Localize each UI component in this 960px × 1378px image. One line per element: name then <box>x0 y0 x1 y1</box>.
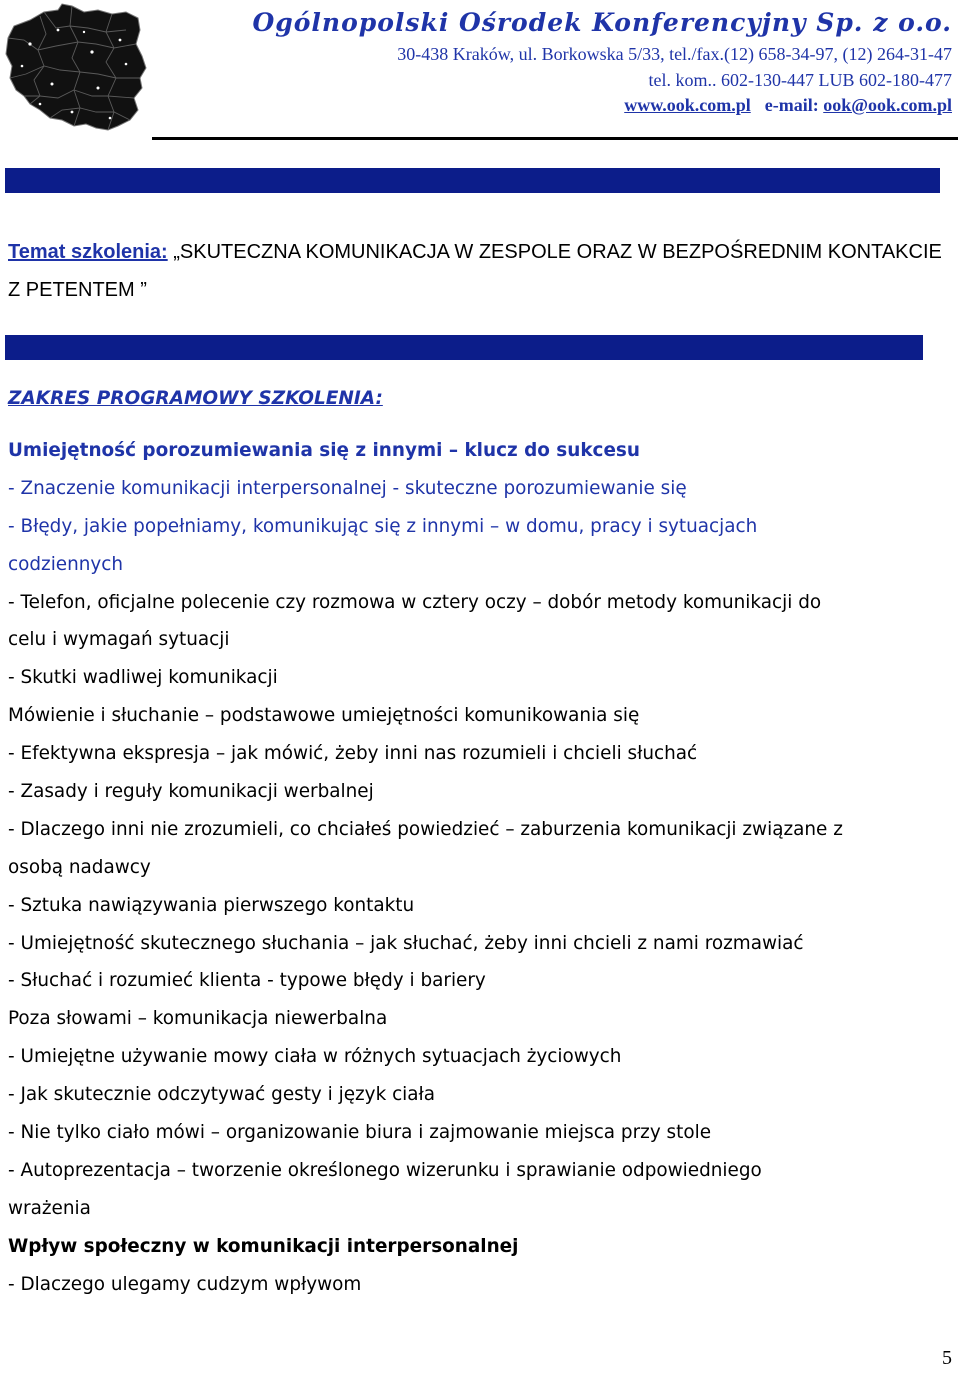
program-item: wrażenia <box>8 1197 91 1219</box>
topic-label: Temat szkolenia: <box>8 241 168 263</box>
program-heading: ZAKRES PROGRAMOWY SZKOLENIA: <box>8 388 383 409</box>
program-item: - Jak skutecznie odczytywać gesty i język ciała <box>8 1084 436 1106</box>
program-item: - Dlaczego ulegamy cudzym wpływom <box>8 1273 362 1295</box>
page-number: 5 <box>942 1347 952 1369</box>
program-item: - Dlaczego inni nie zrozumieli, co chciałeś powiedzieć – zaburzenia komunikacji związane z <box>8 818 843 840</box>
address-line: 30-438 Kraków, ul. Borkowska 5/33, tel./fax.(12) 658-34-97, (12) 264-31-47 <box>397 44 952 64</box>
decorative-band-middle <box>5 335 923 360</box>
program-item: - Sztuka nawiązywania pierwszego kontaktu <box>8 894 415 916</box>
program-item: - Znaczenie komunikacji interpersonalnej - skuteczne porozumiewanie się <box>8 477 687 499</box>
email-label: e-mail: <box>764 95 819 115</box>
program-item: codziennych <box>8 553 124 575</box>
mobile-phone-line: tel. kom.. 602-130-447 LUB 602-180-477 <box>648 70 952 90</box>
web-contact-line <box>624 95 952 116</box>
website-link[interactable]: www.ook.com.pl <box>624 95 751 115</box>
program-item: - Umiejętność skutecznego słuchania – jak słuchać, żeby inni chcieli z nami rozmawiać <box>8 932 804 954</box>
program-item: - Nie tylko ciało mówi – organizowanie biura i zajmowanie miejsca przy stole <box>8 1122 712 1144</box>
program-item: osobą nadawcy <box>8 856 151 878</box>
section-heading: Mówienie i słuchanie – podstawowe umiejętności komunikowania się <box>8 705 640 727</box>
header-divider <box>152 137 958 140</box>
program-item: - Skutki wadliwej komunikacji <box>8 667 278 689</box>
training-topic <box>8 233 953 309</box>
poland-map-icon <box>0 0 150 140</box>
organization-name: Ogólnopolski Ośrodek Konferencyjny Sp. z o.o. <box>252 8 952 37</box>
program-item: - Autoprezentacja – tworzenie określonego wizerunku i sprawianie odpowiedniego <box>8 1159 762 1181</box>
decorative-band-top <box>5 168 940 193</box>
section-heading: Poza słowami – komunikacja niewerbalna <box>8 1008 388 1030</box>
program-item: - Zasady i reguły komunikacji werbalnej <box>8 781 374 803</box>
topic-text: „SKUTECZNA KOMUNIKACJA W ZESPOLE ORAZ W BEZPOŚREDNIM KONTAKCIE Z PETENTEM ” <box>8 241 942 301</box>
program-item: - Telefon, oficjalne polecenie czy rozmowa w cztery oczy – dobór metody komunikacji do <box>8 591 822 613</box>
program-item: - Umiejętne używanie mowy ciała w różnych sytuacjach życiowych <box>8 1046 622 1068</box>
program-item: - Słuchać i rozumieć klienta - typowe błędy i bariery <box>8 970 486 992</box>
program-list <box>8 432 958 1303</box>
program-item: - Błędy, jakie popełniamy, komunikując się z innymi – w domu, pracy i sytuacjach <box>8 515 758 537</box>
section-heading: Wpływ społeczny w komunikacji interpersonalnej <box>8 1235 519 1257</box>
program-item: - Efektywna ekspresja – jak mówić, żeby inni nas rozumieli i chcieli słuchać <box>8 743 698 765</box>
program-item: celu i wymagań sytuacji <box>8 629 230 651</box>
email-link[interactable]: ook@ook.com.pl <box>823 95 952 115</box>
section-heading: Umiejętność porozumiewania się z innymi – klucz do sukcesu <box>8 440 640 461</box>
